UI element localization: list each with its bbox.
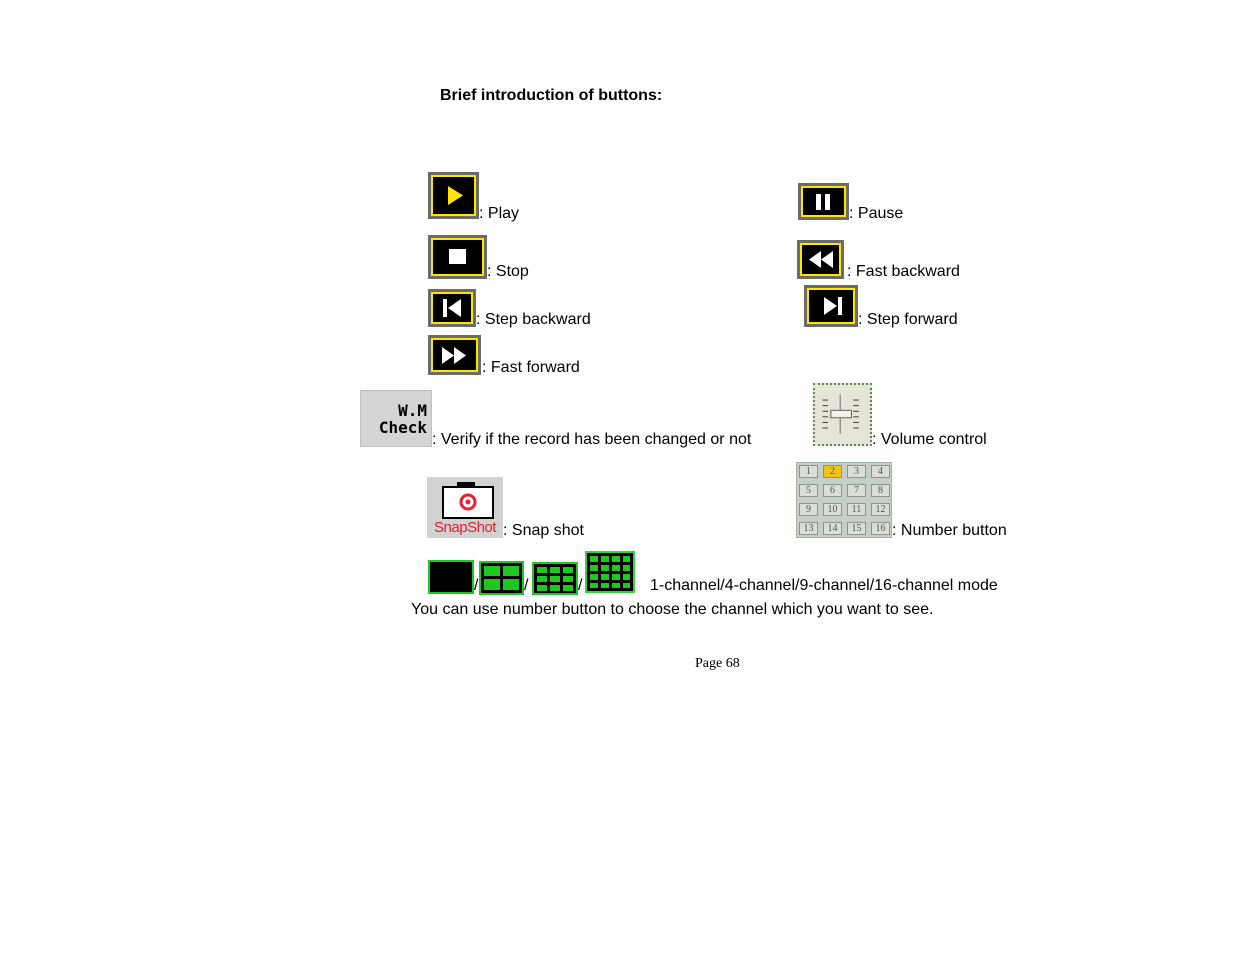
- four-channel-mode-icon: [479, 561, 524, 595]
- page-number: Page 68: [695, 656, 740, 671]
- play-label: : Play: [479, 205, 520, 222]
- fast-backward-label: : Fast backward: [847, 263, 960, 280]
- separator-1: /: [474, 577, 479, 594]
- number-cell: 4: [871, 465, 890, 478]
- number-button-note: You can use number button to choose the channel which you want to see.: [411, 601, 934, 618]
- number-cell: 14: [823, 522, 842, 535]
- stop-label: : Stop: [487, 263, 529, 280]
- number-button-label: : Number button: [892, 522, 1007, 539]
- number-cell: 2: [823, 465, 842, 478]
- number-cell: 13: [799, 522, 818, 535]
- number-cell: 8: [871, 484, 890, 497]
- step-backward-label: : Step backward: [476, 311, 591, 328]
- separator-2: /: [524, 577, 529, 594]
- sixteen-channel-mode-icon: [585, 551, 635, 593]
- snapshot-button-icon: [427, 477, 503, 538]
- number-cell: 16: [871, 522, 890, 535]
- stop-button-icon: [428, 235, 487, 279]
- pause-label: : Pause: [849, 205, 904, 222]
- step-forward-button-icon: [804, 285, 858, 327]
- snapshot-icon-text: SnapShot: [434, 519, 496, 536]
- wm-check-line2: Check: [378, 418, 427, 437]
- wm-check-label: : Verify if the record has been changed or not: [432, 431, 752, 448]
- page-heading: Brief introduction of buttons:: [440, 87, 663, 104]
- number-cell: 11: [847, 503, 866, 516]
- volume-control-icon: [813, 383, 872, 446]
- number-cell: 15: [847, 522, 866, 535]
- nine-channel-mode-icon: [532, 562, 578, 595]
- number-cell: 12: [871, 503, 890, 516]
- number-cell: 5: [799, 484, 818, 497]
- number-button-icon: [796, 462, 892, 538]
- fast-forward-button-icon: [428, 335, 481, 375]
- step-backward-button-icon: [428, 289, 476, 327]
- number-cell: 1: [799, 465, 818, 478]
- number-cell: 7: [847, 484, 866, 497]
- play-button-icon: [428, 172, 479, 219]
- pause-button-icon: [798, 183, 849, 220]
- number-cell: 9: [799, 503, 818, 516]
- number-cell: 3: [847, 465, 866, 478]
- wm-check-button-icon: [360, 390, 432, 447]
- number-cell: 10: [823, 503, 842, 516]
- step-forward-label: : Step forward: [858, 311, 958, 328]
- separator-3: /: [578, 577, 583, 594]
- number-cell: 6: [823, 484, 842, 497]
- fast-backward-button-icon: [797, 240, 844, 279]
- channel-mode-label: 1-channel/4-channel/9-channel/16-channel mode: [650, 577, 998, 594]
- volume-control-label: : Volume control: [872, 431, 987, 448]
- one-channel-mode-icon: [428, 560, 474, 594]
- snapshot-label: : Snap shot: [503, 522, 584, 539]
- fast-forward-label: : Fast forward: [482, 359, 580, 376]
- wm-check-line1: W.M: [398, 401, 427, 420]
